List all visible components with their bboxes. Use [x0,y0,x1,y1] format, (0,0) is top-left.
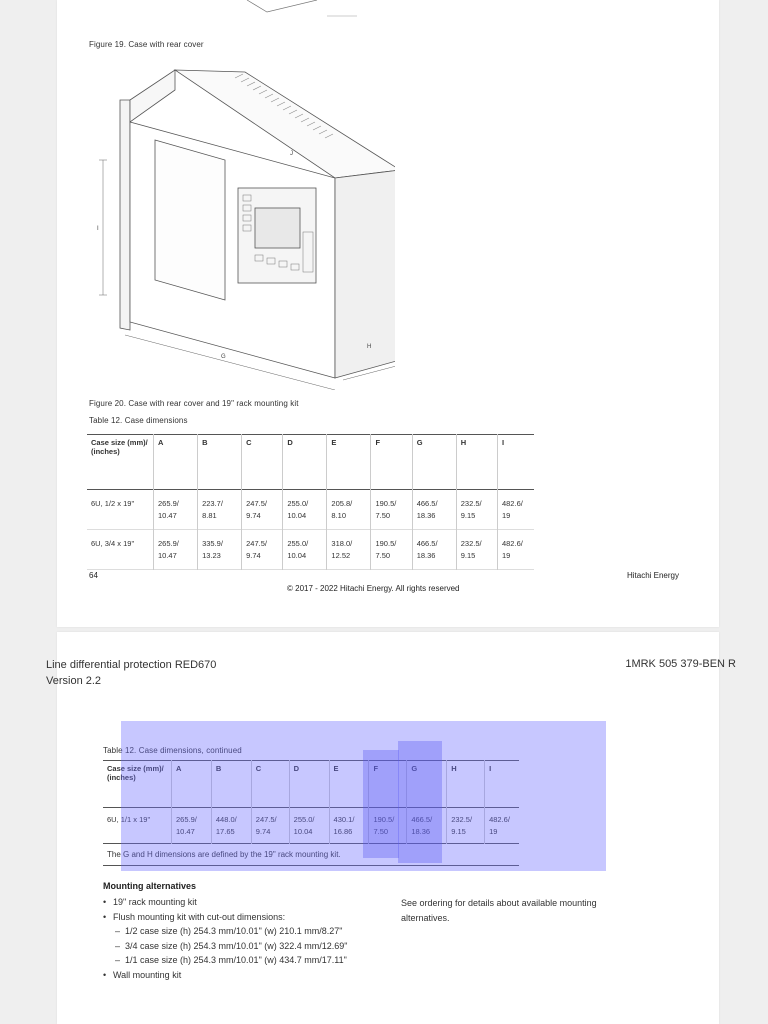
header-D: D [283,435,327,490]
header-F: F [369,761,407,808]
header-B: B [198,435,242,490]
product-title: Line differential protection RED670 [46,659,217,671]
list-item: – 1/2 case size (h) 254.3 mm/10.01" (w) 210.1 mm/8.27" [103,924,433,939]
header-H: H [447,761,485,808]
footer-brand: Hitachi Energy [626,571,679,580]
ordering-note: See ordering for details about available mounting alternatives. [401,898,597,923]
table-cell: 223.7/ 8.81 [198,490,242,530]
table-cell: 335.9/ 13.23 [198,530,242,570]
table-cell: 255.0/ 10.04 [283,490,327,530]
header-E: E [329,761,369,808]
header-I: I [485,761,519,808]
table-row [87,530,534,570]
table-cell: 232.5/ 9.15 [447,808,485,844]
table-footnote: The G and H dimensions are defined by the 19" rack mounting kit. [103,844,519,866]
table-cell: 265.9/ 10.47 [172,808,212,844]
table-cell: 255.0/ 10.04 [289,808,329,844]
mounting-alternatives-heading: Mounting alternatives [103,881,197,891]
figure-20-caption: Figure 20. Case with rear cover and 19" rack mounting kit [89,399,299,408]
table-cell: 190.5/ 7.50 [371,530,412,570]
product-version: Version 2.2 [46,674,102,687]
table-cell: 190.5/ 7.50 [371,490,412,530]
header-E: E [327,435,371,490]
header-case-size: Case size (mm)/ (inches) [91,438,148,456]
list-item: • Flush mounting kit with cut-out dimensions: [103,910,433,925]
header-case-size: Case size (mm)/ (inches) [107,764,164,782]
table-row [87,490,534,530]
header-A: A [172,761,212,808]
list-item: – 1/1 case size (h) 254.3 mm/10.01" (w) 434.7 mm/17.11" [103,953,433,968]
case-dimensions-table-continued [103,760,519,866]
table-cell: 247.5/ 9.74 [251,808,289,844]
table-footnote-row [103,844,519,866]
table-cell: 232.5/ 9.15 [456,530,497,570]
document-header-title [46,658,216,690]
table-cell: 6U, 1/2 x 19" [91,499,135,508]
list-item: – 3/4 case size (h) 254.3 mm/10.01" (w) 322.4 mm/12.69" [103,939,433,954]
header-H: H [456,435,497,490]
table-cell: 232.5/ 9.15 [456,490,497,530]
header-B: B [211,761,251,808]
table-cell: 482.6/ 19 [497,490,534,530]
table-cell: 265.9/ 10.47 [154,490,198,530]
header-C: C [242,435,283,490]
dimension-label-G: G [221,354,226,360]
table-12-caption: Table 12. Case dimensions [89,416,188,425]
page-number: 64 [89,571,98,580]
dimension-label-I: I [97,226,99,232]
table-cell: 255.0/ 10.04 [283,530,327,570]
table-cell: 6U, 3/4 x 19" [91,539,135,548]
header-C: C [251,761,289,808]
table-cell: 318.0/ 12.52 [327,530,371,570]
header-G: G [407,761,447,808]
header-F: F [371,435,412,490]
mounting-alternatives-list [103,895,433,982]
table-cell: 448.0/ 17.65 [211,808,251,844]
table-cell: 190.5/ 7.50 [369,808,407,844]
case-dimensions-table [87,434,534,570]
table-cell: 247.5/ 9.74 [242,490,283,530]
header-G: G [412,435,456,490]
table-cell: 6U, 1/1 x 19" [107,815,151,824]
list-item: • 19" rack mounting kit [103,895,433,910]
dimension-label-J: J [290,151,293,157]
table-header-row [87,435,534,490]
table-cell: 482.6/ 19 [485,808,519,844]
header-D: D [289,761,329,808]
table-cell: 482.6/ 19 [497,530,534,570]
header-A: A [154,435,198,490]
table-cell: 265.9/ 10.47 [154,530,198,570]
figure-19-drawing-fragment [207,0,367,20]
table-cell: 466.5/ 18.36 [412,530,456,570]
document-page-64 [57,0,719,627]
table-header-row [103,761,519,808]
table-cell: 466.5/ 18.36 [412,490,456,530]
table-cell: 430.1/ 16.86 [329,808,369,844]
figure-20-case-drawing [95,60,395,390]
table-row [103,808,519,844]
document-number: 1MRK 505 379-BEN R [625,658,736,670]
figure-19-caption: Figure 19. Case with rear cover [89,40,204,49]
header-I: I [497,435,534,490]
table-cell: 466.5/ 18.36 [407,808,447,844]
dimension-label-H: H [367,344,372,350]
footer-copyright: © 2017 - 2022 Hitachi Energy. All rights reserved [287,584,460,593]
table-cell: 247.5/ 9.74 [242,530,283,570]
table-cell: 205.8/ 8.10 [327,490,371,530]
list-item: • Wall mounting kit [103,968,433,983]
table-12-continued-caption: Table 12. Case dimensions, continued [103,746,242,755]
